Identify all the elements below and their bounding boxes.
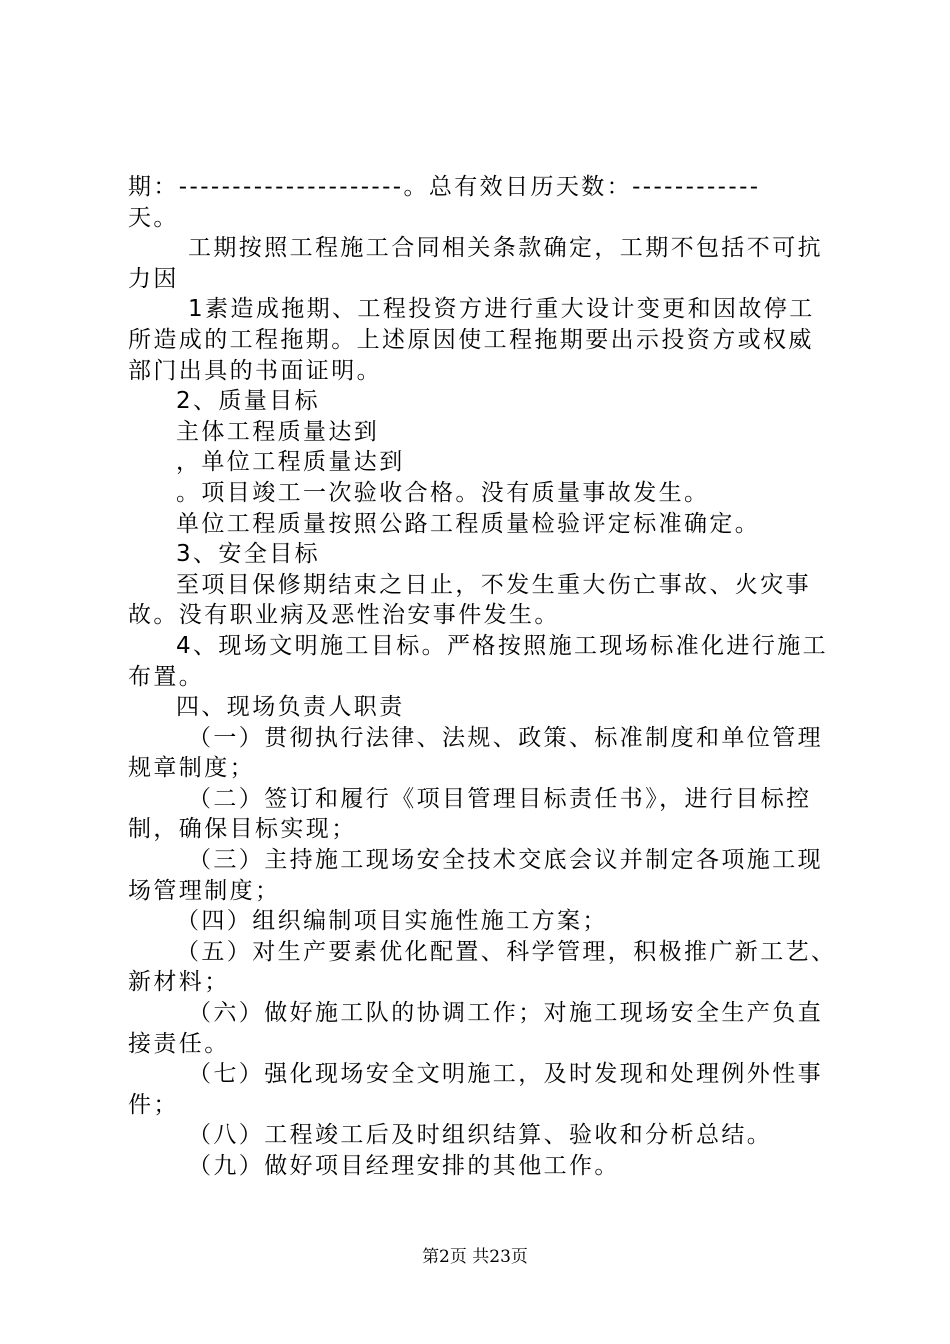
page-number-footer: 第2页 共23页 — [422, 1247, 528, 1267]
section-heading: 四、现场负责人职责 — [176, 694, 405, 721]
text-line: 新材料； — [128, 969, 230, 996]
text-line: 规章制度； — [128, 755, 255, 782]
text-line: （二）签订和履行《项目管理目标责任书》，进行目标控 — [188, 785, 812, 812]
text-line: 场管理制度； — [128, 877, 281, 904]
text-line: 制，确保目标实现； — [128, 816, 357, 843]
text-line: （四）组织编制项目实施性施工方案； — [176, 908, 608, 935]
text-line: 工期按照工程施工合同相关条款确定，工期不包括不可抗 — [188, 235, 823, 262]
text-line: （七）强化现场安全文明施工，及时发现和处理例外性事 — [188, 1061, 823, 1088]
text-line: （三）主持施工现场安全技术交底会议并制定各项施工现 — [188, 847, 823, 874]
text-line: 部门出具的书面证明。 — [128, 357, 382, 384]
text-line: 所造成的工程拖期。上述原因使工程拖期要出示投资方或权威 — [128, 326, 814, 353]
text-line: 单位工程质量按照公路工程质量检验评定标准确定。 — [176, 510, 761, 537]
text-line: （九）做好项目经理安排的其他工作。 — [188, 1153, 620, 1179]
text-line: （六）做好施工队的协调工作；对施工现场安全生产负直 — [188, 1000, 823, 1027]
text-line: 1素造成拖期、工程投资方进行重大设计变更和因故停工 — [188, 296, 815, 323]
section-heading: 3、安全目标 — [176, 541, 321, 568]
text-line: 期：---------------------。总有效日历天数：------------ — [128, 174, 761, 200]
text-line: 。项目竣工一次验收合格。没有质量事故发生。 — [176, 479, 710, 506]
text-line: （八）工程竣工后及时组织结算、验收和分析总结。 — [188, 1122, 773, 1149]
text-line: 接责任。 — [128, 1030, 230, 1057]
text-line: 故。没有职业病及恶性治安事件发生。 — [128, 602, 560, 629]
text-line: 至项目保修期结束之日止，不发生重大伤亡事故、火灾事 — [176, 571, 811, 598]
text-line: 布置。 — [128, 663, 205, 690]
text-line: 力因 — [128, 265, 179, 292]
text-line: 天。 — [128, 204, 179, 231]
document-body — [128, 172, 850, 1182]
text-line: 4、现场文明施工目标。严格按照施工现场标准化进行施工 — [176, 632, 829, 659]
text-line: （一）贯彻执行法律、法规、政策、标准制度和单位管理 — [188, 724, 823, 751]
text-line: 主体工程质量达到 — [176, 418, 380, 445]
text-line: ，单位工程质量达到 — [176, 449, 405, 476]
text-line: （五）对生产要素优化配置、科学管理，积极推广新工艺、 — [176, 938, 837, 965]
text-line: 件； — [128, 1091, 179, 1118]
section-heading: 2、质量目标 — [176, 388, 321, 415]
